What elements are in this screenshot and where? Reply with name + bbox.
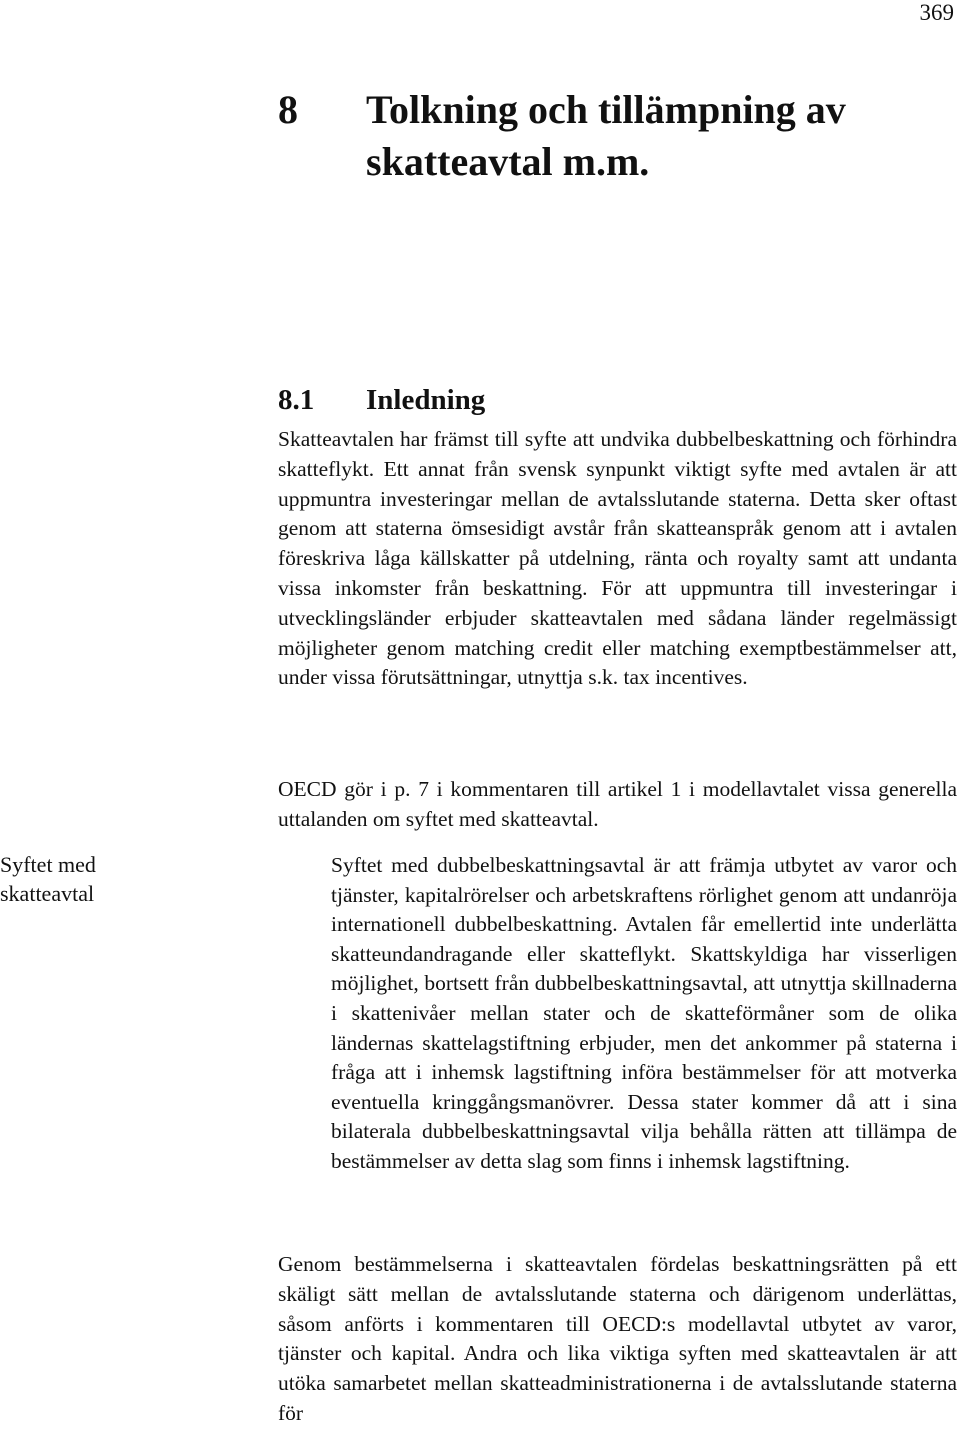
margin-note	[0, 850, 130, 908]
body-paragraph: OECD gör i p. 7 i kommentaren till artikel 1 i modellavtalet vissa generella uttalanden om syftet med skatteavtal.	[278, 777, 957, 831]
section-title: Inledning	[366, 384, 486, 416]
body-paragraph: Skatteavtalen har främst till syfte att undvika dubbelbeskattning och förhindra skatteflykt. Ett annat från svensk synpunkt viktigt syfte med avtalen är att uppmuntra investeringar mellan de avtalsslutande staterna. Detta sker oftast genom att staterna ömsesidigt avstår från skatteanspråk genom att i avtalen föreskriva låga källskatter på utdelning, ränta och royalty samt att undanta vissa inkomster från beskattning. För att uppmuntra till investeringar i utvecklingsländer erbjuder skatteavtalen med sådana länder regelmässigt möjligheter genom matching credit eller matching exemptbestämmelser att, under vissa förutsättningar, utnyttja s.k. tax incentives.	[278, 427, 957, 690]
chapter-number: 8	[278, 87, 298, 132]
page-number: 369	[919, 0, 954, 25]
chapter-title: Tolkning och tillämpning av skatteavtal m.m.	[366, 87, 846, 184]
section-heading	[278, 382, 485, 418]
margin-note-line: skatteavtal	[0, 881, 95, 906]
chapter-heading	[278, 84, 958, 188]
margin-note-line: Syftet med	[0, 852, 96, 877]
block-quote: Syftet med dubbelbeskattningsavtal är att främja utbytet av varor och tjänster, kapitalrörelser och arbetskraftens rörlighet genom att undanröja internationell dubbelbeskattning. Avtalen får emellertid inte underlätta skatteundandragande eller skatteflykt. Skattskyldiga har visserligen möjlighet, bortsett från dubbelbeskattningsavtal, att utnyttja skillnaderna i skattenivåer mellan stater och de skatteförmåner som de olika ländernas skattelagstiftning erbjuder, men det ankommer på staterna i fråga att i inhemsk lagstiftning införa bestämmelser för att motverka eventuella kringgångsmanövrer. Dessa stater kommer då att i sina bilaterala dubbelbeskattningsavtal vilja behålla rätten att tillämpa de bestämmelser av detta slag som finns i inhemsk lagstiftning.	[331, 853, 957, 1173]
section-number: 8.1	[278, 384, 315, 416]
body-paragraph: Genom bestämmelserna i skatteavtalen fördelas beskattningsrätten på ett skäligt sätt mellan de avtalsslutande staterna och därigenom underlättas, såsom anförts i kommentaren till OECD:s modellavtal utbytet av varor, tjänster och kapital. Andra och lika viktiga syften med skatteavtalen är att utöka samarbetet mellan skatteadministrationerna i de avtalsslutande staterna för	[278, 1252, 957, 1425]
